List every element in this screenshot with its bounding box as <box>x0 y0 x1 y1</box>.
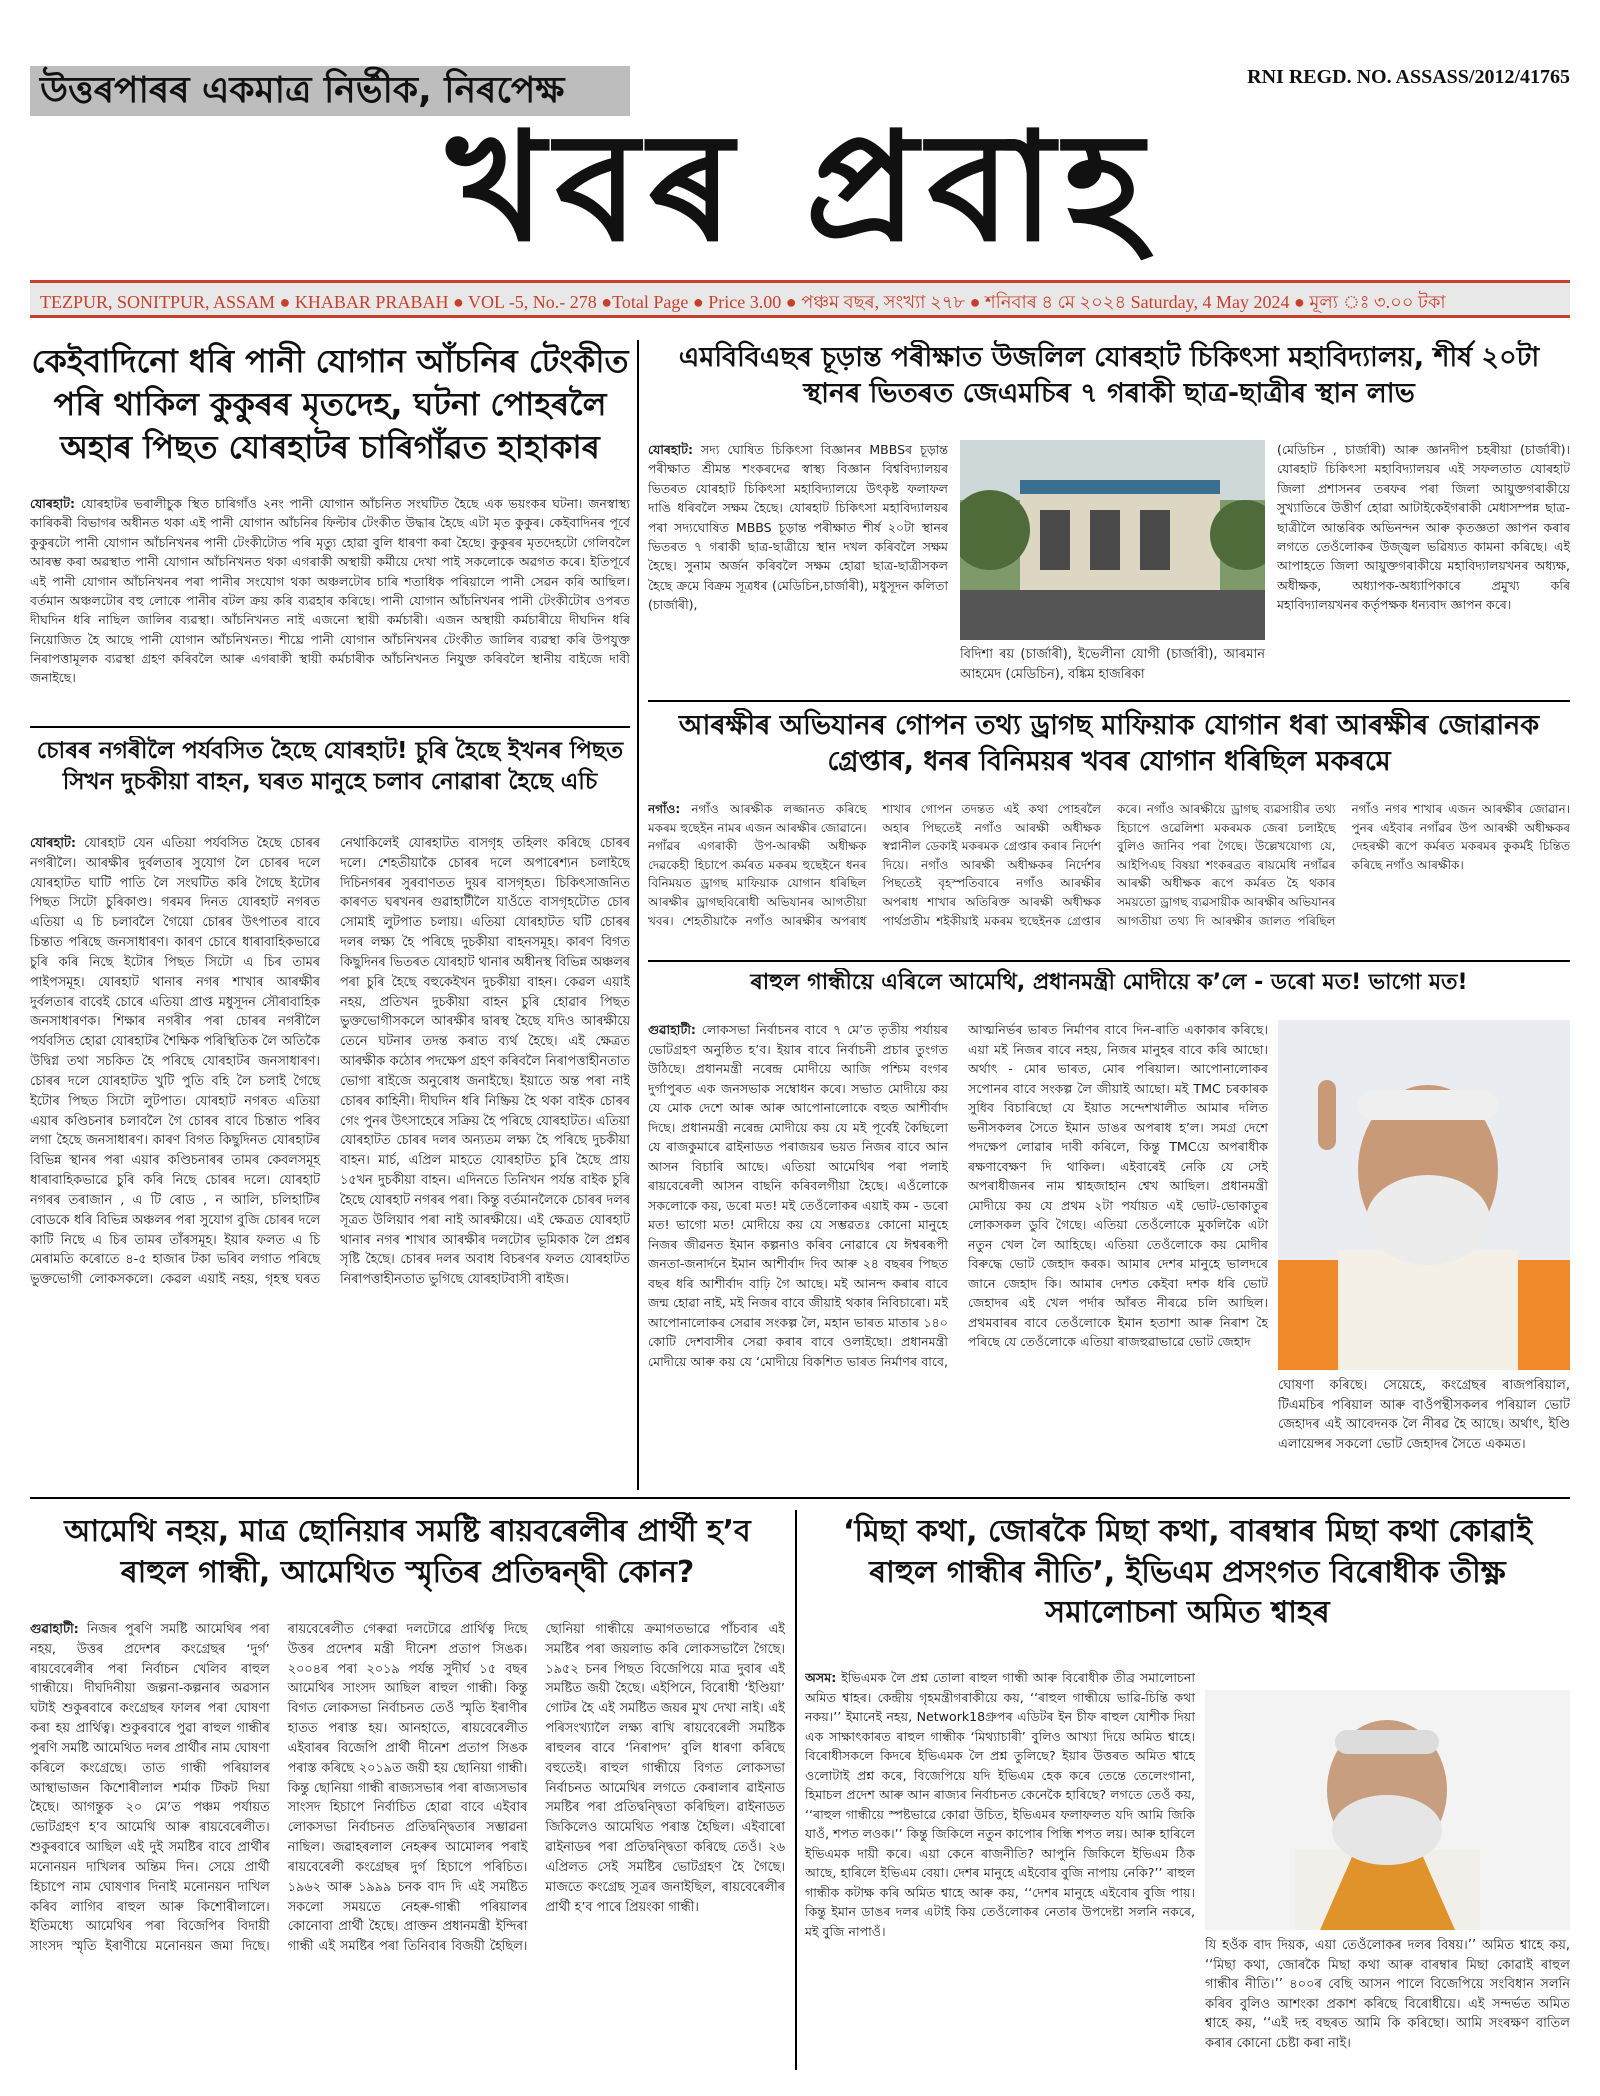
dateline: নগাঁও: <box>648 802 681 816</box>
article-divider <box>648 700 1570 702</box>
article-body <box>648 800 1570 942</box>
body-text: নিজৰ পুৰণি সমষ্টি আমেথিৰ পৰা নহয়, উত্তৰ প্ৰদেশৰ কংগ্ৰেছৰ ‘দুৰ্গ’ ৰায়বেৰেলীৰ পৰা নিৰ্বাচন খেলিব ৰাহুল গান্ধীয়ে। দীঘদিনীয়া জল্পনা-কল্পনাৰ অৱসান ঘটাই শুকুৰবাৰে কংগ্ৰেছৰ ফালৰ পৰা ঘোষণা কৰা হয় প্ৰাৰ্থিত্ব। শুকুৰবাৰে পুৱা ৰাহুল গান্ধীৰ পুৰণি সমষ্টি আমেথিত দলৰ প্ৰাৰ্থীৰ নাম ঘোষণা কৰিলে কংগ্ৰেছে। তাত গান্ধী পৰিয়ালৰ আস্থাভাজন কিশোৰীলাল শৰ্মাক টিকট দিয়া হৈছে। আগন্তুক ২০ মে’ত পঞ্চম পৰ্যায়ত ভোটগ্ৰহণ হ’ব আমেথি আৰু ৰায়বেৰেলীত। শুকুৰবাৰে আছিল এই দুই সমষ্টিৰ বাবে প্ৰাৰ্থীৰ মনোনয়ন দাখিলৰ অন্তিম দিন। সেয়ে প্ৰাৰ্থী হিচাপে নাম ঘোষণাৰ দিনাই মনোনয়ন দাখিল কৰিব লাগিব ৰাহুল আৰু কিশোৰীলালে। ইতিমধ্যে আমেথিৰ পৰা বিজেপিৰ বিদায়ী সাংসদ স্মৃতি ইৰাণীয়ে মনোনয়ন জমা দিছে। ৰায়বেৰেলীত গেৰুৱা দলটোৱে প্ৰাৰ্থিত্ব দিছে উত্তৰ প্ৰদেশৰ মন্ত্ৰী দীনেশ প্ৰতাপ সিঙক। ২০০৪ৰ পৰা ২০১৯ পৰ্যন্ত সুদীৰ্ঘ ১৫ বছৰ আমেথিৰ সাংসদ আছিল ৰাহুল গান্ধী। কিন্তু বিগত লোকসভা নিৰ্বাচনত তেওঁ স্মৃতি ইৰাণীৰ হাতত পৰাস্ত হয়। আনহাতে, ৰায়বেৰেলীত এইবাৰৰ বিজেপি প্ৰাৰ্থী দীনেশ প্ৰতাপ সিঙক পৰাস্ত কৰিছে ২০১৯ত জয়ী হয় ছোনিয়া গান্ধী। কিন্তু ছোনিয়া গান্ধী ৰাজ্যসভাৰ পৰা ৰাজ্যসভাৰ সাংসদ হিচাপে নিৰ্বাচিত হোৱা বাবে এইবাৰ লোকসভা নিৰ্বাচনত প্ৰতিদ্বন্দ্বিতাৰ সম্ভাৱনা নাছিল। জৱাহৰলাল নেহৰুৰ আমোলৰ পৰাই ৰায়বেৰেলী কংগ্ৰেছৰ দুৰ্গ হিচাপে পৰিচিত। ১৯৬২ আৰু ১৯৯৯ চনক বাদ দি এই সমষ্টিত সকলো সময়তে নেহৰু-গান্ধী পৰিয়ালৰ কোনোবা প্ৰাৰ্থী হৈছে। প্ৰাক্তন প্ৰধানমন্ত্ৰী ইন্দিৰা গান্ধী এই সমষ্টিৰ পৰা তিনিবাৰ বিজয়ী হৈছিল। ছোনিয়া গান্ধীয়ে ক্ৰমাগতভাৱে পাঁচবাৰ এই সমষ্টিৰ পৰা জয়লাভ কৰি লোকসভালৈ গৈছে। ১৯৫২ চনৰ পিছত বিজেপিয়ে মাত্ৰ দুবাৰ এই সমষ্টিত জয়ী হৈছে। এইপিনে, বিৰোধী ‘ইণ্ডিয়া’ গোটৰ হৈ এই সমষ্টিত জয়ৰ মুখ দেখা নাই। এই পৰিসংখ্যালৈ লক্ষ্য ৰাখি ৰায়বেৰেলী সমষ্টিক ৰাহুলৰ বাবে ‘নিৰাপদ’ বুলি ধাৰণা কৰিছে বহুতেই। ৰাহুল গান্ধীয়ে বিগত লোকসভা নিৰ্বাচনত আমেথিৰ লগতে কেৰালাৰ ৱাইনাড সমষ্টিৰ পৰা প্ৰতিদ্বন্দ্বিতা কৰিছিল। ৱাইনাডত জিকিলেও আমেথিত পৰাস্ত হৈছিল। এইবাৰো ৱাইনাডৰ পৰা প্ৰতিদ্বন্দ্বিতা কৰিছে তেওঁ। ২৬ এপ্ৰিলত সেই সমষ্টিৰ ভোটগ্ৰহণ হৈ গৈছে। মাজতে কংগ্ৰেছ সূত্ৰৰ জনাইছিল, ৰায়বেৰেলীৰ প্ৰাৰ্থী হ’ব পাৰে প্ৰিয়ংকা গান্ধী। <box>30 1622 785 1955</box>
modi-speech-photo <box>1278 1020 1570 1370</box>
article-mbbs-results <box>648 340 1570 430</box>
body-text: নগাঁও আৰক্ষীক লজ্জানত কৰিছে মকৰম হুছেইন নামৰ এজন আৰক্ষীৰ জোৱানে। নগাঁৱৰ এগৰাকী উপ-আৰক্ষী অধীক্ষক দেৱকেহী হিচাপে কৰ্মৰত মকৰম হুছেইনে ধনৰ বিনিময়ত ড্ৰাগছ মাফিয়াক যোগান ধৰিছিল আৰক্ষীৰ ড্ৰাগছবিৰোধী অভিযানৰ আগতীয়া খবৰ। শেহতীয়াকৈ নগাঁও আৰক্ষীৰ অপৰাধ শাখাৰ গোপন তদন্তত এই কথা পোহৰলৈ অহাৰ পিছতেই নগাঁও আৰক্ষী অধীক্ষক স্বপ্নানীল ডেকাই মকৰমক গ্ৰেপ্তাৰ কৰাৰ নিৰ্দেশ দিয়ে। নগাঁও আৰক্ষী অধীক্ষকৰ নিৰ্দেশৰ পিছতেই বৃহস্পতিবাৰে নগাঁও আৰক্ষীৰ অপৰাধ শাখাৰ অতিৰিক্ত আৰক্ষী অধীক্ষক পাৰ্থপ্ৰতীম শইকীয়াই মকৰম হুছেইনক গ্ৰেপ্তাৰ কৰে। নগাঁও আৰক্ষীয়ে ড্ৰাগছ ব্যৱসায়ীৰ তথ্য হিচাপে ওৱেলিশা মকৰমক জেৰা চলাইছে বুলিও জানিব পৰা গৈছে। উল্লেখযোগ্য যে, আইপিএছ বিষয়া শংকৰব্ৰত ৰায়মেধি নগাঁৱৰ আৰক্ষী অধীক্ষক ৰূপে কৰ্মৰত হৈ থকাৰ সময়তো ড্ৰাগছ ব্যৱসায়ীক আৰক্ষীৰ অভিযানৰ আগতীয়া তথ্য দি আৰক্ষীৰ জালত পৰিছিল নগাঁও নগৰ শাখাৰ এজন আৰক্ষীৰ জোৱান। পুনৰ এইবাৰ নগাঁৱৰ উপ আৰক্ষী অধীক্ষকৰ দেহৰক্ষী ৰূপে কৰ্মৰত মকৰমৰ কুকৰ্মই চিন্তিত কৰিছে নগাঁও আৰক্ষীক। <box>648 802 1570 928</box>
modi-photo-graphic <box>1278 1020 1570 1370</box>
headline: ‘মিছা কথা, জোৰকৈ মিছা কথা, বাৰম্বাৰ মিছা কথা কোৱাই ৰাহুল গান্ধীৰ নীতি’, ইভিএম প্ৰসংগত বিৰোধীক তীক্ষ্ণ সমালোচনা অমিত শ্বাহৰ <box>843 1514 1532 1630</box>
article-rahul-amethi <box>648 968 1570 1008</box>
article-divider <box>30 726 630 728</box>
article-raebareli <box>30 1512 785 2072</box>
dateline: যোৰহাট: <box>30 496 75 511</box>
photo-caption: বিদিশা ৰয় (চাৰ্জাৰী), ইভেলীনা যোগী (চাৰ্জাৰী), আৰমান আহমেদ (মেডিচিন), বঙ্কিম হাজৰিকা <box>960 647 1265 682</box>
headline: আমেথি নহয়, মাত্ৰ ছোনিয়াৰ সমষ্টি ৰায়বৰেলীৰ প্ৰাৰ্থী হ’ব ৰাহুল গান্ধী, আমেথিত স্মৃতিৰ প্ৰতিদ্বন্দ্বী কোন? <box>64 1514 751 1590</box>
headline: কেইবাদিনো ধৰি পানী যোগান আঁচনিৰ টেংকীত পৰি থাকিল কুকুৰৰ মৃতদেহ, ঘটনা পোহৰলৈ অহাৰ পিছত যোৰহাটৰ চাৰিগাঁৱত হাহাকাৰ <box>31 342 629 467</box>
photo-caption: যি হওঁক বাদ দিয়ক, এয়া তেওঁলোকৰ দলৰ বিষয়।’’ অমিত শ্বাহে কয়, ‘‘মিছা কথা, জোৰকৈ মিছা কথা আৰু বাৰম্বাৰ মিছা কোৱাই ৰাহুল গান্ধীৰ নীতি।’’ ৪০০ৰ বেছি আসন পালে বিজেপিয়ে সংবিধান সলনি কৰিব বুলিও আশংকা প্ৰকাশ কৰিছে বিৰোধীয়ে। এই সন্দৰ্ভত অমিত শ্বাহে কয়, ‘‘এই দহ বছৰত আমি কি কৰিছো। আমি সংৰক্ষণ বাতিল কৰাৰ কোনো চেষ্টা কৰা নাই। <box>1205 1938 1570 2051</box>
amit-shah-photo-graphic <box>1205 1690 1570 1930</box>
headline: আৰক্ষীৰ অভিযানৰ গোপন তথ্য ড্ৰাগছ মাফিয়াক যোগান ধৰা আৰক্ষীৰ জোৱানক গ্ৰেপ্তাৰ, ধনৰ বিনিময়ৰ খবৰ যোগান ধৰিছিল মকৰমে <box>678 710 1540 778</box>
rni-number: RNI REGD. NO. ASSASS/2012/41765 <box>1247 66 1570 88</box>
dateline: যোৰহাট: <box>30 836 77 851</box>
college-photo-graphic <box>960 440 1265 640</box>
body-text: যোৰহাটৰ ভৰালীচুক স্থিত চাৰিগাঁও ২নং পানী যোগান আঁচনিত সংঘটিত হৈছে এক ভয়ংকৰ ঘটনা। জনস্বাস্থ্য কাৰিকৰী বিভাগৰ অধীনত থকা এই পানী যোগান আঁচনিৰ ফিল্টাৰ টেংকীত উদ্ধাৰ হৈছে এটা মৃত কুকুৰ। কেইবাদিনৰ পূৰ্বে কুকুৰটো পানী যোগান আঁচনিখনৰ পানী টেংকীটোত পৰি মৃত্যু হোৱা বুলি ধাৰণা কৰা হৈছে। কুকুৰৰ মৃতদেহটো গেলিবলৈ আৰম্ভ কৰা অৱস্থাত পানী যোগান আঁচনিখনত থকা এগৰাকী অস্থায়ী কৰ্মীয়ে দেখা পাই সকলোকে অৱগত কৰে। ইতিপূৰ্বে এই পানী যোগান আঁচনিখনৰ পৰা পানীৰ সংযোগ থকা অঞ্চলটোৰ চাৰি শতাধিক পৰিয়ালে পানী সেৱন কৰি আছিল। বৰ্তমান অঞ্চলটোৰ বহু লোকে পানীৰ বটল ক্ৰয় কৰি ব্যৱহাৰ কৰিছে। পানী যোগান আঁচনিখনৰ পানী টেংকীটোৰ ওপৰত দীঘদিন ধৰি নাছিল জালিৰ ব্যৱস্থা। আঁচনিখনত নাই এজনো স্থায়ী কৰ্মচাৰী। এজন অস্থায়ী কৰ্মচাৰীয়ে দীঘদিন ধৰি নিয়োজিত হৈ আছে পানী যোগান আঁচনিখনত। শীঘ্ৰে পানী যোগান আঁচনিখনৰ টেংকীত জালিৰ ব্যৱস্থা কৰি উপযুক্ত নিৰাপত্তামূলক ব্যৱস্থা গ্ৰহণ কৰিবলৈ আৰু এগৰাকী স্থায়ী কৰ্মচাৰীক আঁচনিখনত নিযুক্ত কৰিবলৈ স্থানীয় বাইজে দাবী জনাইছে। <box>30 496 630 686</box>
issue-info-bar: TEZPUR, SONITPUR, ASSAM ● KHABAR PRABAH ● VOL -5, No.- 278 ●Total Page ● Price 3.00 ● পঞ্চম বছৰ, সংখ্যা ২৭৮ ● শনিবাৰ ৪ মে ২০২৪ Saturday, 4 May 2024 ● মূল্য ঃ ৩.০০ টকা <box>30 280 1570 318</box>
dateline: গুৱাহাটী: <box>648 1022 696 1037</box>
photo-caption: ঘোষণা কৰিছে। সেয়েহে, কংগ্ৰেছৰ ৰাজপৰিয়াল, টিএমচিৰ পৰিয়াল আৰু বাওঁপন্থীসকলৰ পৰিয়াল ভোট জেহাদৰ এই আবেদনক লৈ নীৰৱ হৈ আছে। অৰ্থাৎ, ইণ্ডি এলায়েন্সৰ সকলো ভোট জেহাদৰ সৈতে একমত। <box>1278 1378 1570 1452</box>
amit-shah-photo <box>1205 1690 1570 1930</box>
article-water-tank <box>30 340 630 720</box>
body-text: ইভিএমক লৈ প্ৰশ্ন তোলা ৰাহুল গান্ধী আৰু বিৰোধীক তীব্ৰ সমালোচনা অমিত শ্বাহৰ। কেন্দ্ৰীয় গৃহমন্ত্ৰীগৰাকীয়ে কয়, ‘‘ৰাহুল গান্ধীয়ে ভাৱি-চিন্তি কথা নকয়।’’ ইমানেই নহয়, Network18গ্ৰুপৰ এডিটৰ ইন চীফ ৰাহুল যোশীক দিয়া এক সাক্ষাৎকাৰত ৰাহুল গান্ধীক ‘মিথ্যাচাৰী’ বুলিও আখ্যা দিয়ে অমিত শ্বাহে। বিৰোধীসকলে কিদৰে ইভিএমক লৈ প্ৰশ্ন তুলিছে? ইয়াৰ উত্তৰত অমিত শ্বাহে ওলোটাই প্ৰশ্ন কৰে, বিজেপিয়ে যদি ইভিএম হেক কৰে তেন্তে তেলেংগানা, হিমাচল প্ৰদেশ আৰু আন ৰাজ্যৰ নিৰ্বাচনত কেনেকৈ হাৰিছে? লগতে তেওঁ কয়, ‘‘ৰাহুল গান্ধীয়ে স্পষ্টভাৱে কোৱা উচিত, ইভিএমৰ ফলাফলত যদি আমি জিকি যাওঁ, শপত লওক।’’ কিন্তু জিকিলে নতুন কাপোৰ পিন্ধি শপত লয়। আৰু হাৰিলে ইভিএমক দায়ী কৰে। এয়া কেনে ৰাজনীতি? আপুনি জিকিলে ইভিএম ঠিক আছে, হাৰিলে ইভিএম বেয়া। দেশৰ মানুহে এইবোৰ বুজি নাপায় নেকি?’’ ৰাহুল গান্ধীক কটাক্ষ কৰি অমিত শ্বাহে আৰু কয়, ‘‘দেশৰ মানুহে এইবোৰ বুজি পায়। কিন্তু ইমান ডাঙৰ দলৰ এটাই কিয় তেওঁলোকৰ নেতাৰ উপদেষ্টা সলনি নকৰে, মই বুজি নাপাওঁ। <box>805 1670 1195 1939</box>
column-divider <box>795 1510 797 2070</box>
college-building-photo <box>960 440 1265 640</box>
article-amit-shah-evm <box>805 1512 1570 1662</box>
dateline: যোৰহাট: <box>648 442 693 457</box>
article-body <box>30 834 630 1488</box>
article-divider <box>648 960 1570 962</box>
body-text: লোকসভা নিৰ্বাচনৰ বাবে ৭ মে’ত তৃতীয় পৰ্যায়ৰ ভোটগ্ৰহণ অনুষ্ঠিত হ’ব। ইয়াৰ বাবে নিৰ্বাচনী প্ৰচাৰ তুংগত উঠিছে। প্ৰধানমন্ত্ৰী নৰেন্দ্ৰ মোদীয়ে আজি পশ্চিম বংগৰ দুৰ্গাপুৰত এক জনসভাক সম্বোধন কৰে। সভাত মোদীয়ে কয় যে মোক দেশে আৰু আৰু আপোনালোকে বহুত আশীৰ্বাদ দিছে। প্ৰধানমন্ত্ৰী নৰেন্দ্ৰ মোদীয়ে কয় যে মই পূৰ্বেই কৈছিলো যে ৰাজকুমাৰে ৱাইনাডত পৰাজয়ৰ ভয়ত নিজৰ বাবে আন আসন বিচাৰি আছে। এতিয়া আমেথিৰ পৰা পলাই ৰায়বেৰেলী আসন বাছনি কৰিবলগীয়া হৈছে। এওঁলোকে সকলোকে কয়, ডৰো মত! মই তেওঁলোকৰ এয়াই কম - ডৰো মত! ভাগো মত! মোদীয়ে কয় যে সম্ভৱতঃ কোনো মানুহে নিজৰ জীৱনত ইমান কল্পনাও কৰিব নোৱাৰে যে ঈশ্বৰৰূপী জনতা-জনাৰ্দনে ইমান আশীৰ্বাদ দিব আৰু ২৪ বছৰৰ পিছত বছৰ ধৰি আশীৰ্বাদ বাঢ়ি গৈ আছে। মই আনন্দ কৰাৰ বাবে জন্ম হোৱা নাই, মই নিজৰ বাবে জীয়াই থকাৰ নিবিচাৰো। মই আপোনালোকৰ সেৱাৰ সংকল্প লৈ, মহান ভাৰত মাতাৰ ১৪০ কোটি দেশবাসীৰ সেৱা কৰাৰ বাবে ওলাইছো। প্ৰধানমন্ত্ৰী মোদীয়ে আৰু কয় যে ‘মোদীয়ে বিকশিত ভাৰত নিৰ্মাণৰ বাবে, আত্মনিৰ্ভৰ ভাৰত নিৰ্মাণৰ বাবে দিন-ৰাতি একাকাৰ কৰিছে। এয়া মই নিজৰ বাবে নহয়, নিজৰ মানুহৰ বাবে কৰি আছো। অৰ্থাৎ - মোৰ ভাৰত, মোৰ পৰিয়াল। আপোনালোকৰ সপোনৰ বাবে সংকল্প লৈ জীয়াই আছো। মই TMC চৰকাৰক সুধিব বিচাৰিছো যে ইয়াত সন্দেশখালীত আমাৰ দলিত ভনীসকলৰ সৈতে ইমান ডাঙৰ অপৰাধ হ’ল। সমগ্ৰ দেশে পদক্ষেপ লোৱাৰ দাবী কৰিলে, কিন্তু TMCয়ে অপৰাধীক ৰক্ষণাবেক্ষণ দি থাকিল। এইবাৰেই নেকি যে সেই অপৰাধীজনৰ নাম শ্বাহজাহান শ্বেখ আছিল। প্ৰধানমন্ত্ৰী মোদীয়ে কয় যে প্ৰথম ২টা পৰ্যায়ত এই ভোট-ভোকাতুৰ লোকসকল ডুবি গৈছে। এতিয়া তেওঁলোকে মুকলিকৈ এটা নতুন খেল লৈ আহিছে। এতিয়া তেওঁলোকে কয় মোদীৰ বিৰুদ্ধে ভোট জেহাদ কৰক। আমাৰ দেশৰ মানুহে ভালদৰে জানে জেহাদ কি। আমাৰ দেশত কেইবা দশক ধৰি ভোট জেহাদৰ এই খেল পৰ্দাৰ আঁৰত নীৰৱে চলি আছিল। প্ৰথমবাৰৰ বাবে তেওঁলোকে ইমান হতাশা আৰু নিৰাশ হৈ পৰিছে যে তেওঁলোকে এতিয়া ৰাজহুৱাভাৱে ভোট জেহাদ <box>648 1022 1268 1369</box>
article-body <box>805 1668 1195 1968</box>
body-text: যোৰহাট যেন এতিয়া পৰ্যবসিত হৈছে চোৰৰ নগৰীলৈ। আৰক্ষীৰ দুৰ্বলতাৰ সুযোগ লৈ চোৰৰ দলে যোৰহাটত ঘাটি পাতি লৈ সংঘটিত কৰি গৈছে ইটোৰ পিছত সিটো চুৰিকাণ্ড। গৰমৰ দিনত যোৰহাট নগৰত এতিয়া এ চি চলাবলৈ গৈয়ো চোৰৰ উৎপাতৰ বাবে চিন্তাত পৰিছে জনসাধাৰণ। কাৰণ চোৰে ধাৰাবাহিকভাৱে চুৰি কৰি নিছে ইটোৰ পিছত সিটো এ চিৰ তামৰ পাইপসমূহ। যোৰহাট থানাৰ নগৰ শাখাৰ আৰক্ষীৰ দুৰ্বলতাৰ বাবেই চোৰে এতিয়া প্ৰাপ্ত মধুসূদন সৌৰাবাহিক জনসাধাৰণক। শিক্ষাৰ নগৰীৰ পৰা চোৰৰ নগৰীলৈ পৰ্যবসিত হোৱা যোৰহাটৰ শৈক্ষিক পৰিস্থিতিক লৈ অতিকৈ উদ্বিগ্ন তথা সচকিত হৈ পৰিছে যোৰহাটৰ জনসাধাৰণ। চোৰৰ দলে যোৰহাটত খুটি পুতি বহি লৈ চলাই গৈছে ইটোৰ পিছত সিটো লুটপাত। যোৰহাট নগৰত এতিয়া এয়াৰ কণ্ডিচনাৰ চলাবলৈ গৈ চোৰৰ বাবে চিন্তাত পৰিব লগা হৈছে জনসাধাৰণ। কাৰণ বিগত কিছুদিনত যোৰহাটৰ বিভিন্ন স্থানৰ পৰা এয়াৰ কণ্ডিচনাৰৰ তামৰ কেবলসমূহ ধাৰাবাহিকভাৱে চুৰি কৰি নিছে চোৰৰ দলে। যোৰহাট নগৰৰ তৰাজান , এ টি ৰোড , ন আলি, চলিহাটিৰ বোডকে ধৰি বিভিন্ন অঞ্চলৰ পৰা সুযোগ বুজি চোৰৰ দলে কাটি নিছে এ চিৰ তামৰ তাঁৰসমূহ। ইয়াৰ ফলত এ চি মেৰামতি কৰোতে ৪-৫ হাজাৰ টকা ভৰিব লগাত পৰিছে ভুক্তভোগী লোকসকলে। কেৱল এয়াই নহয়, গৃহস্থ ঘৰত নেথাকিলেই যোৰহাটত বাসগৃহ তহিলং কৰিছে চোৰৰ দলে। শেহতীয়াকৈ চোৰৰ দলে অপাৰেশ্যন চলাইছে দিচিনগৰৰ সুৰবাণতত দুয়ৰ বাসগৃহত। চিকিৎসাজনিত কাৰণত ঘৰখনৰ গুৱাহাটীলৈ যাওঁতে বাসগৃহটোত চোৰ সোমাই লুটপাত চলায়। এতিয়া যোৰহাটত ঘটি চোৰৰ দলৰ লক্ষ্য হৈ পৰিছে দুচকীয়া বাহনসমূহ। কাৰণ বিগত কিছুদিনৰ ভিতৰত যোৰহাট থানাৰ অধীনস্থ বিভিন্ন অঞ্চলৰ পৰা চুৰি হৈছে বহুকেইখন দুচকীয়া বাহন। কেৱল এয়াই নহয়, প্ৰতিখন দুচকীয়া বাহন চুৰি হোৱাৰ পিছত ভুক্তভোগীসকলে আৰক্ষীৰ দ্বাৰস্থ হৈছে যদিও আৰক্ষীয়ে তেনে ঘটনাৰ তদন্ত কৰাত ব্যৰ্থ হৈছে। এই ক্ষেত্ৰত আৰক্ষীক কঠোৰ পদক্ষেপ গ্ৰহণ কৰিবলৈ নিৰাপত্তাহীনতাত ভোগা ৰাইজে অনুৰোধ জনাইছে। ইয়াতে অন্ত পৰা নাই চোৰৰ কাহিনী। দীঘদিন ধৰি নিষ্ক্ৰিয় হৈ থকা বাইক চোৰৰ গেং পুনৰ উৎসাহেৰে সক্ৰিয় হৈ পৰিছে যোৰহাটত। এতিয়া যোৰহাটত চোৰৰ দলৰ অন্যতম লক্ষ্য হৈ পৰিছে দুচকীয়া বাহন। মাৰ্চ, এপ্ৰিল মাহতে যোৰহাটত চুৰি হৈছে প্ৰায় ১৫খন দুচকীয়া বাহন। এদিনতে তিনিখন পৰ্যন্ত বাইক চুৰি হৈছে যোৰহাট নগৰৰ পৰা। কিন্তু বৰ্তমানলৈকে চোৰৰ দলৰ সূত্ৰত উলিয়াব পৰা নাই আৰক্ষীয়ে। এই ক্ষেত্ৰত যোৰহাট থানাৰ নগৰ শাখাৰ আৰক্ষীৰ দলটোৰ ভূমিকাক লৈ প্ৰশ্নৰ সৃষ্টি হৈছে। চোৰৰ দলৰ অবাধ বিচৰণৰ ফলত যোৰহাটত নিৰাপত্তাহীনতাত ভুগিছে যোৰহাটবাসী ৰাইজ। <box>30 836 630 1288</box>
column-divider <box>637 340 639 1490</box>
dateline: অসম: <box>805 1670 837 1685</box>
masthead-tagline: উত্তৰপাৰৰ একমাত্ৰ নিৰ্ভীক, নিৰপেক্ষ <box>30 66 630 116</box>
newspaper-title: খবৰ প্ৰবাহ <box>446 108 1154 268</box>
headline: চোৰৰ নগৰীলৈ পৰ্যবসিত হৈছে যোৰহাট! চুৰি হৈছে ইখনৰ পিছত সিখন দুচকীয়া বাহন, ঘৰত মানুহে চলাব নোৱাৰা হৈছে এচি <box>36 738 624 796</box>
dateline: গুৱাহাটী: <box>30 1622 79 1637</box>
headline: ৰাহুল গান্ধীয়ে এৰিলে আমেথি, প্ৰধানমন্ত্ৰী মোদীয়ে ক’লে - ডৰো মত! ভাগো মত! <box>750 970 1468 995</box>
article-thieves-jorhat <box>30 736 630 1488</box>
body-text: সদ্য ঘোষিত চিকিৎসা বিজ্ঞানৰ MBBSৰ চূড়ান্ত পৰীক্ষাত শ্ৰীমন্ত শংকৰদেৱ স্বাস্থ্য বিজ্ঞান বিশ্ববিদ্যালয়ৰ ভিতৰত যোৰহাট চিকিৎসা মহাবিদ্যালয়ে উৎকৃষ্ট ফলাফল দাঙি ধৰিবলৈ সক্ষম হৈছে। যোৰহাট চিকিৎসা মহাবিদ্যালয়ৰ পৰা সদ্যঘোষিত MBBS চূড়ান্ত পৰীক্ষাত শীৰ্ষ ২০টা স্থানৰ ভিতৰত ৭ গৰাকী ছাত্ৰ-ছাত্ৰীয়ে স্থান দখল কৰিবলৈ সক্ষম হৈছে। সুনাম অৰ্জন কৰিবলৈ সক্ষম হোৱা ছাত্ৰ-ছাত্ৰীসকল হৈছে ক্ৰমে বিক্ৰম সূত্ৰধৰ (মেডিচিন,চাৰ্জাৰী), মধুসূদন কলিতা (চাৰ্জাৰী), <box>648 442 948 612</box>
article-body-left <box>648 440 948 690</box>
section-divider <box>30 1497 1570 1499</box>
article-body <box>30 1620 785 2072</box>
article-body <box>30 494 630 720</box>
article-body <box>648 1020 1268 1490</box>
headline: এমবিবিএছৰ চূড়ান্ত পৰীক্ষাত উজলিল যোৰহাট চিকিৎসা মহাবিদ্যালয়, শীৰ্ষ ২০টা স্থানৰ ভিতৰত জেএমচিৰ ৭ গৰাকী ছাত্ৰ-ছাত্ৰীৰ স্থান লাভ <box>678 342 1540 410</box>
article-body-right: (মেডিচিন , চাৰ্জাৰী) আৰু জ্ঞানদীপ চহৰীয়া (চাৰ্জাৰী)। যোৰহাট চিকিৎসা মহাবিদ্যালয়ৰ এই সফলতাত যোৰহাট জিলা প্ৰশাসনৰ তৰফৰ পৰা জিলা আয়ুক্তগৰাকীয়ে সুখ্যাতিৰে উত্তীৰ্ণ হোৱা আটাইকেইগৰাকী মেধাসম্পন্ন ছাত্ৰ- ছাত্ৰীলৈ আন্তৰিক অভিনন্দন আৰু কৃতজ্ঞতা জ্ঞাপন কৰাৰ লগতে তেওঁলোকৰ উজ্জ্বল ভৱিষ্যত কামনা কৰিছে। এই আপাহতে জিলা আয়ুক্তগৰাকীয়ে মহাবিদ্যালয়খনৰ অধ্যক্ষ, অধীক্ষক, অধ্যাপক-অধ্যাপিকাৰে প্ৰমুখ্য কৰি মহাবিদ্যালয়খনৰ কৰ্তৃপক্ষক ধন্যবাদ জ্ঞাপন কৰে। <box>1277 442 1570 612</box>
article-drug-mafia <box>648 708 1570 942</box>
